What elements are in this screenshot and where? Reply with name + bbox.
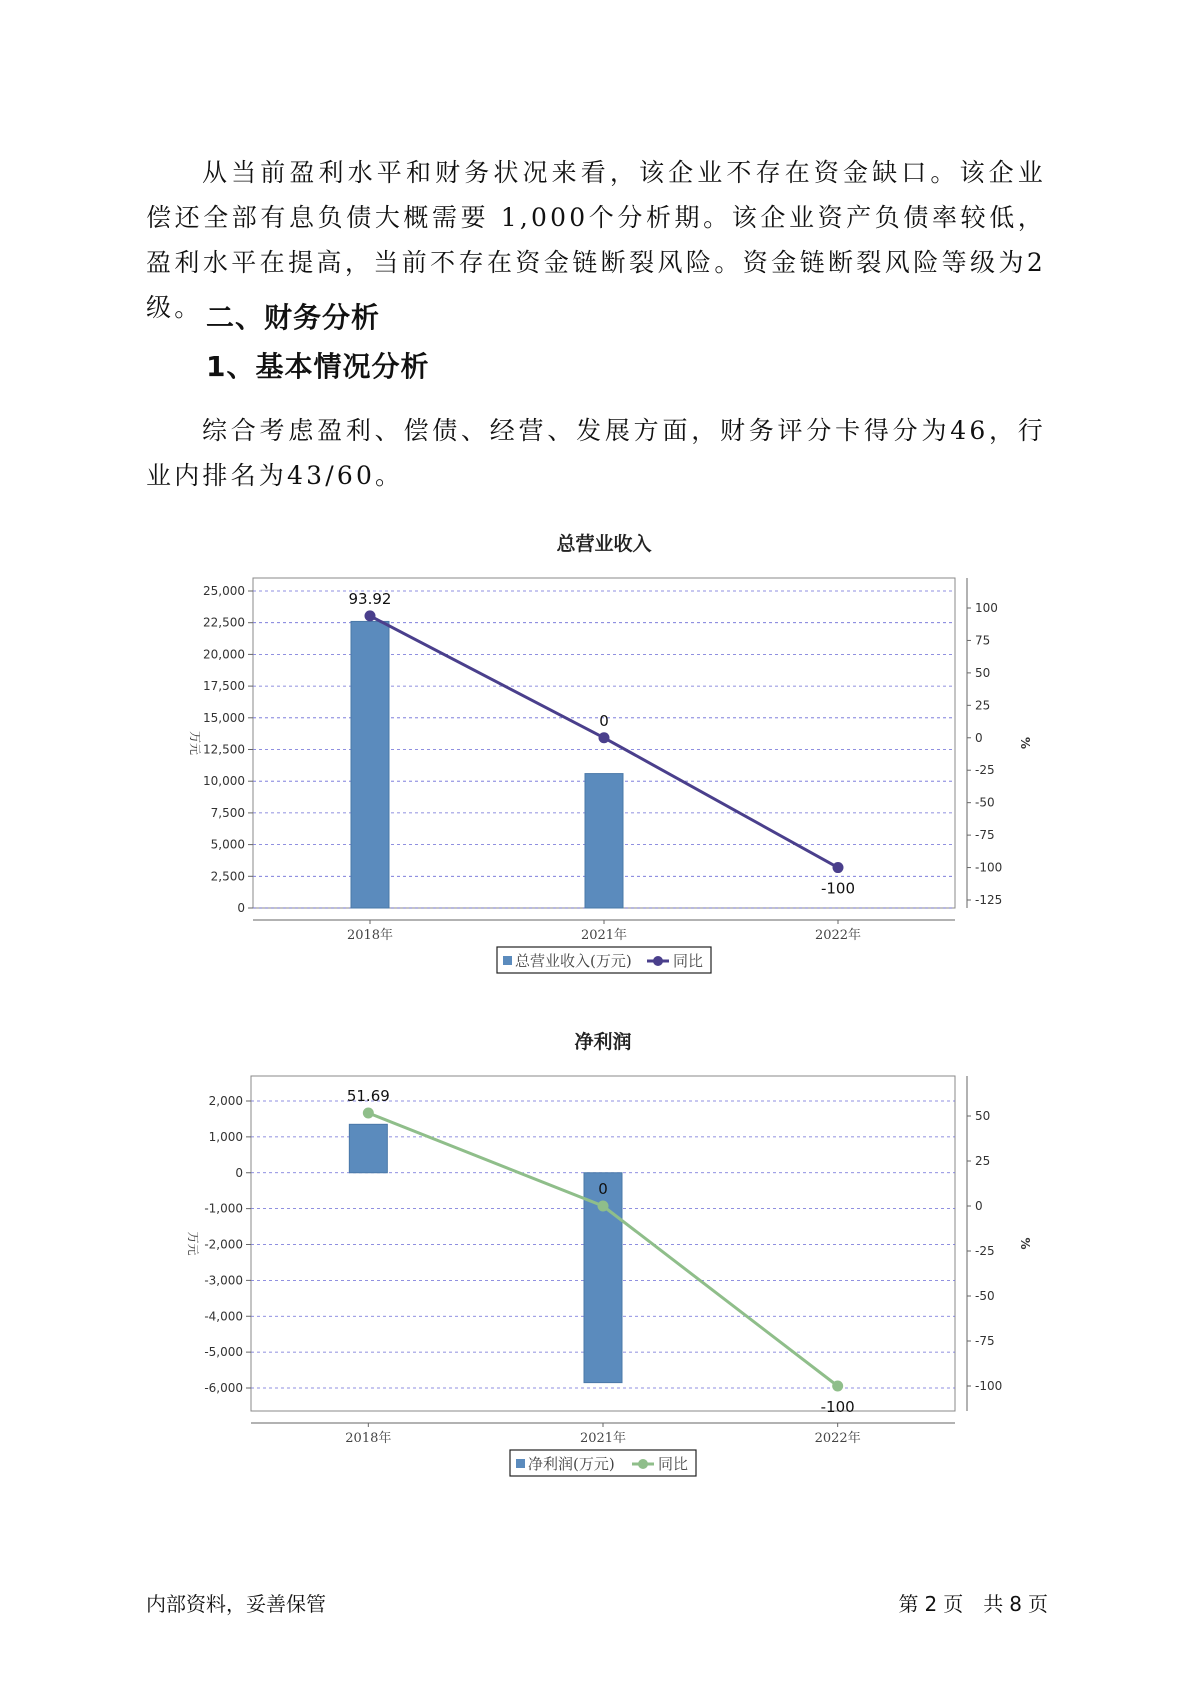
legend-swatch-marker [638, 1459, 648, 1469]
y-tick-label: -6,000 [204, 1381, 243, 1395]
footer-confidential: 内部资料，妥善保管 [146, 1592, 326, 1616]
y2-tick-label: 25 [975, 698, 991, 713]
y-tick-label: 0 [235, 1165, 243, 1180]
y-tick-label: 7,500 [210, 805, 245, 820]
y-axis-title: 万元 [186, 1231, 200, 1256]
y-tick-label: 12,500 [203, 742, 245, 757]
line-point [598, 1201, 609, 1212]
footer-page-total: 8 [1009, 1592, 1022, 1616]
y2-tick-label: -25 [975, 763, 995, 778]
x-tick-label: 2022年 [814, 1431, 861, 1446]
y2-tick-label: 50 [975, 1109, 991, 1123]
x-tick-label: 2018年 [346, 928, 394, 943]
legend-swatch-marker [653, 956, 663, 966]
paragraph-funding: 从当前盈利水平和财务状况来看，该企业不存在资金缺口。该企业偿还全部有息负债大概需要 1,000个分析期。该企业资产负债率较低，盈利水平在提高，当前不存在资金链断裂风险。资金链断裂风险等级为2级。 [146, 158, 1046, 322]
y2-tick-label: 25 [975, 1154, 991, 1168]
data-label: 0 [599, 711, 609, 730]
data-label: 0 [598, 1180, 608, 1198]
legend-label-line: 同比 [658, 1455, 689, 1473]
y2-tick-label: -100 [975, 1379, 1003, 1393]
heading-financial-analysis: 二、财务分析 [206, 301, 381, 334]
y-axis-title: 万元 [188, 730, 202, 756]
y2-tick-label: 100 [975, 601, 998, 615]
footer-page-prefix: 第 [898, 1592, 919, 1616]
y2-tick-label: -125 [975, 893, 1003, 907]
legend-label-bar: 总营业收入(万元) [515, 952, 632, 970]
x-tick-label: 2021年 [579, 1431, 627, 1446]
y-tick-label: 2,500 [210, 869, 245, 884]
y-tick-label: -4,000 [204, 1309, 243, 1324]
bar [349, 1124, 387, 1172]
y-tick-label: 0 [237, 901, 245, 915]
chart-revenue-svg [0, 520, 1191, 980]
y-tick-label: -1,000 [204, 1201, 243, 1216]
data-label: 51.69 [346, 1086, 390, 1105]
data-label: -100 [820, 1398, 855, 1416]
x-tick-label: 2018年 [345, 1431, 392, 1446]
y-tick-label: 15,000 [203, 710, 245, 725]
chart-net-profit-svg [0, 1018, 1191, 1478]
chart-title: 总营业收入 [556, 533, 652, 555]
y2-tick-label: 0 [975, 730, 983, 745]
y-tick-label: 17,500 [203, 679, 245, 694]
y-tick-label: 5,000 [210, 837, 245, 852]
footer-page-suffix: 页 [1028, 1592, 1048, 1616]
legend-label-line: 同比 [673, 952, 704, 970]
y-tick-label: 25,000 [203, 584, 245, 598]
y-tick-label: 20,000 [203, 647, 245, 662]
footer-page-info [896, 1588, 1051, 1617]
y2-axis-title: % [1018, 736, 1032, 750]
y-tick-label: 22,500 [203, 615, 245, 630]
y2-tick-label: -50 [975, 795, 995, 810]
chart-title: 净利润 [574, 1031, 632, 1053]
chart-net-profit [0, 1018, 1191, 1478]
legend-label-bar: 净利润(万元) [528, 1455, 615, 1473]
x-tick-label: 2021年 [580, 928, 628, 943]
y2-tick-label: 0 [975, 1199, 983, 1213]
y2-tick-label: 75 [975, 633, 991, 648]
bar [351, 621, 389, 908]
y2-tick-label: -75 [975, 828, 995, 843]
legend-swatch-bar [503, 956, 512, 965]
y-tick-label: -2,000 [204, 1237, 243, 1252]
data-label: 93.92 [348, 589, 392, 608]
line-point [363, 1107, 374, 1118]
y2-tick-label: 50 [975, 665, 991, 680]
y2-tick-label: -50 [975, 1289, 995, 1303]
line-point [833, 862, 844, 873]
y-tick-label: -5,000 [204, 1345, 243, 1360]
paragraph-scorecard: 综合考虑盈利、偿债、经营、发展方面，财务评分卡得分为46，行业内排名为43/60。 [146, 416, 1046, 490]
y-tick-label: -3,000 [204, 1273, 243, 1288]
footer-page-mid: 页 共 [943, 1592, 1004, 1616]
legend-swatch-bar [516, 1459, 525, 1468]
bar [585, 774, 623, 908]
line-point [832, 1381, 843, 1392]
x-tick-label: 2022年 [814, 928, 862, 943]
y2-tick-label: -100 [975, 860, 1003, 875]
line-point [365, 610, 376, 621]
y2-tick-label: -25 [975, 1244, 995, 1258]
chart-revenue [0, 520, 1191, 980]
y-tick-label: 10,000 [203, 774, 245, 789]
y2-tick-label: -75 [975, 1334, 995, 1348]
data-label: -100 [820, 879, 856, 898]
footer-page-number: 2 [924, 1592, 938, 1616]
line-point [599, 732, 610, 743]
y2-axis-title: % [1018, 1237, 1032, 1250]
y-tick-label: 1,000 [208, 1129, 243, 1144]
y-tick-label: 2,000 [208, 1094, 243, 1108]
heading-basic-analysis: 1、基本情况分析 [206, 350, 430, 383]
